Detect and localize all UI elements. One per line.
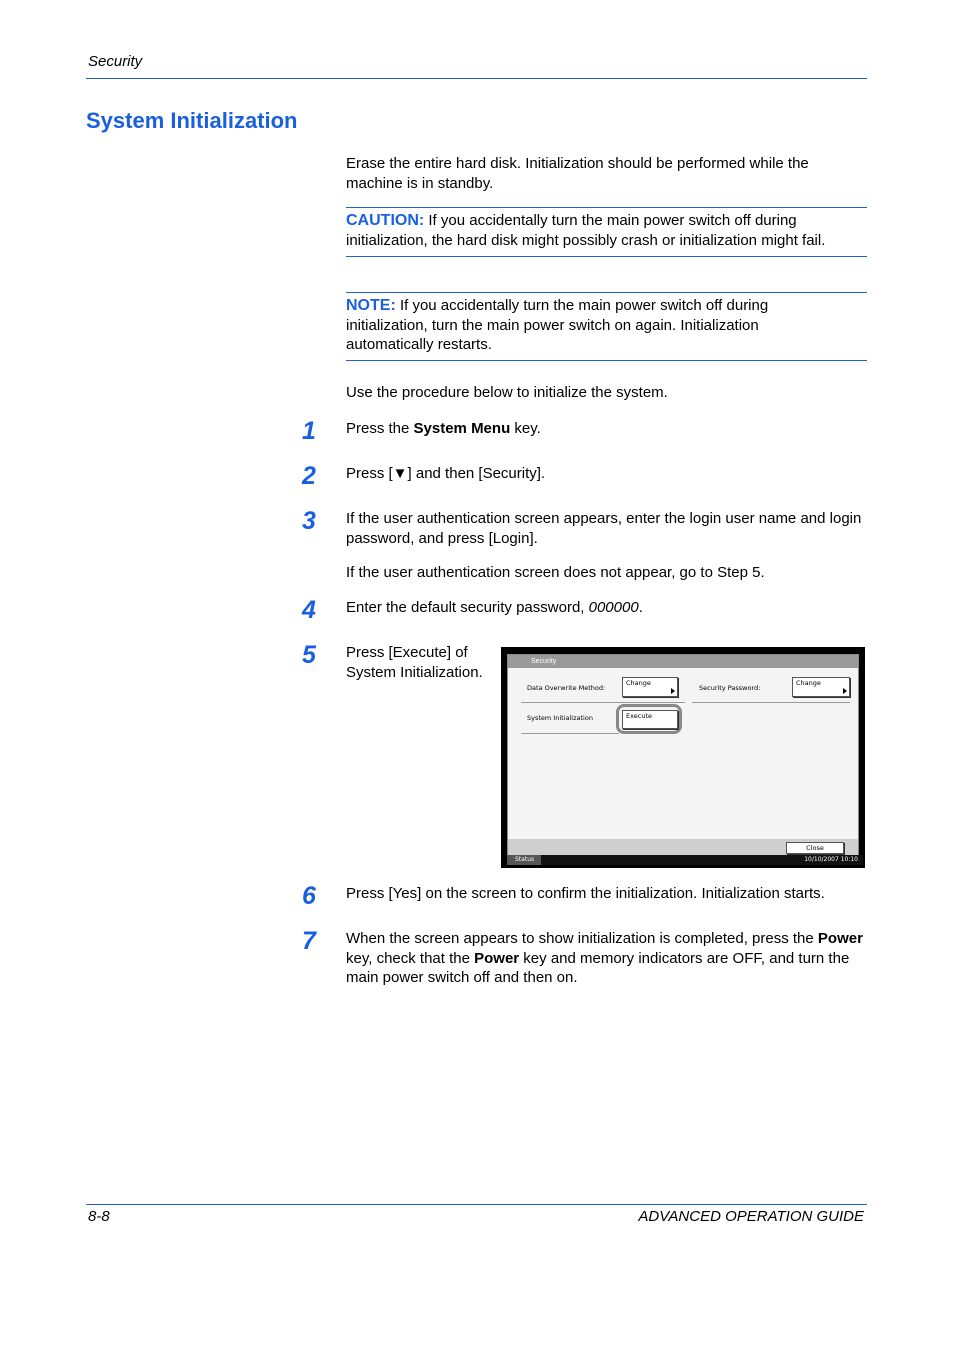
step-text: If the user authentication screen appears, enter the login user name and login password, and press [Login]. <box>346 510 862 547</box>
arrow-icon <box>843 688 847 694</box>
status-datetime: 10/10/2007 10:10 <box>804 856 858 863</box>
execute-button[interactable] <box>622 710 678 729</box>
divider <box>692 702 850 703</box>
password-label: Security Password: <box>699 684 761 692</box>
header-rule <box>86 78 867 79</box>
step-text: Enter the default security password, 000000. <box>346 599 643 616</box>
note-top-rule <box>346 292 867 293</box>
overwrite-label: Data Overwrite Method: <box>527 684 606 692</box>
note-label: NOTE: <box>346 297 396 314</box>
divider <box>521 702 685 703</box>
step-subtext: If the user authentication screen does not appear, go to Step 5. <box>346 564 765 581</box>
running-header: Security <box>88 53 143 70</box>
caution-box <box>346 211 866 250</box>
step-number: 7 <box>302 927 316 955</box>
step-number: 4 <box>302 596 316 624</box>
page-title: System Initialization <box>86 108 298 133</box>
footer-rule <box>86 1204 867 1205</box>
step-text: Press [Execute] of System Initialization. <box>346 644 483 681</box>
note-text: If you accidentally turn the main power switch off during initialization, turn the main power switch on again. Initialization automatically restarts. <box>346 297 769 353</box>
close-button[interactable] <box>786 842 844 854</box>
caution-top-rule <box>346 207 867 208</box>
note-box <box>346 296 816 355</box>
step-number: 1 <box>302 417 316 445</box>
overwrite-change-button[interactable] <box>622 677 678 697</box>
note-bottom-rule <box>346 360 867 361</box>
guide-title: ADVANCED OPERATION GUIDE <box>638 1208 864 1225</box>
step-text: Press [Yes] on the screen to confirm the initialization. Initialization starts. <box>346 885 825 902</box>
caution-text: If you accidentally turn the main power switch off during initialization, the hard disk might possibly crash or initialization might fail. <box>346 212 826 249</box>
procedure-intro: Use the procedure below to initialize the system. <box>346 384 668 401</box>
step-number: 5 <box>302 641 316 669</box>
step-text: When the screen appears to show initialization is completed, press the Power key, check that the Power key and memory indicators are OFF, and turn the main power switch off and then on. <box>346 930 863 986</box>
button-label: Close <box>806 844 824 852</box>
button-label: Change <box>626 679 651 687</box>
page-number: 8-8 <box>88 1208 110 1225</box>
status-bar <box>507 855 863 865</box>
security-screen-image <box>501 647 865 868</box>
caution-label: CAUTION: <box>346 212 425 229</box>
step-text: Press [▼] and then [Security]. <box>346 465 546 482</box>
caution-bottom-rule <box>346 256 867 257</box>
step-number: 2 <box>302 462 316 490</box>
screen-content <box>507 654 859 858</box>
screen-tab: Security <box>508 655 858 668</box>
password-change-button[interactable] <box>792 677 850 697</box>
step-number: 6 <box>302 882 316 910</box>
step-text: Press the System Menu key. <box>346 420 541 437</box>
arrow-icon <box>671 688 675 694</box>
divider <box>521 733 619 734</box>
button-label: Execute <box>626 712 652 720</box>
status-button[interactable]: Status <box>507 855 541 865</box>
init-label: System Initialization <box>527 714 593 722</box>
button-label: Change <box>796 679 821 687</box>
intro-paragraph: Erase the entire hard disk. Initialization should be performed while the machine is in standby. <box>346 155 809 192</box>
step-number: 3 <box>302 507 316 535</box>
